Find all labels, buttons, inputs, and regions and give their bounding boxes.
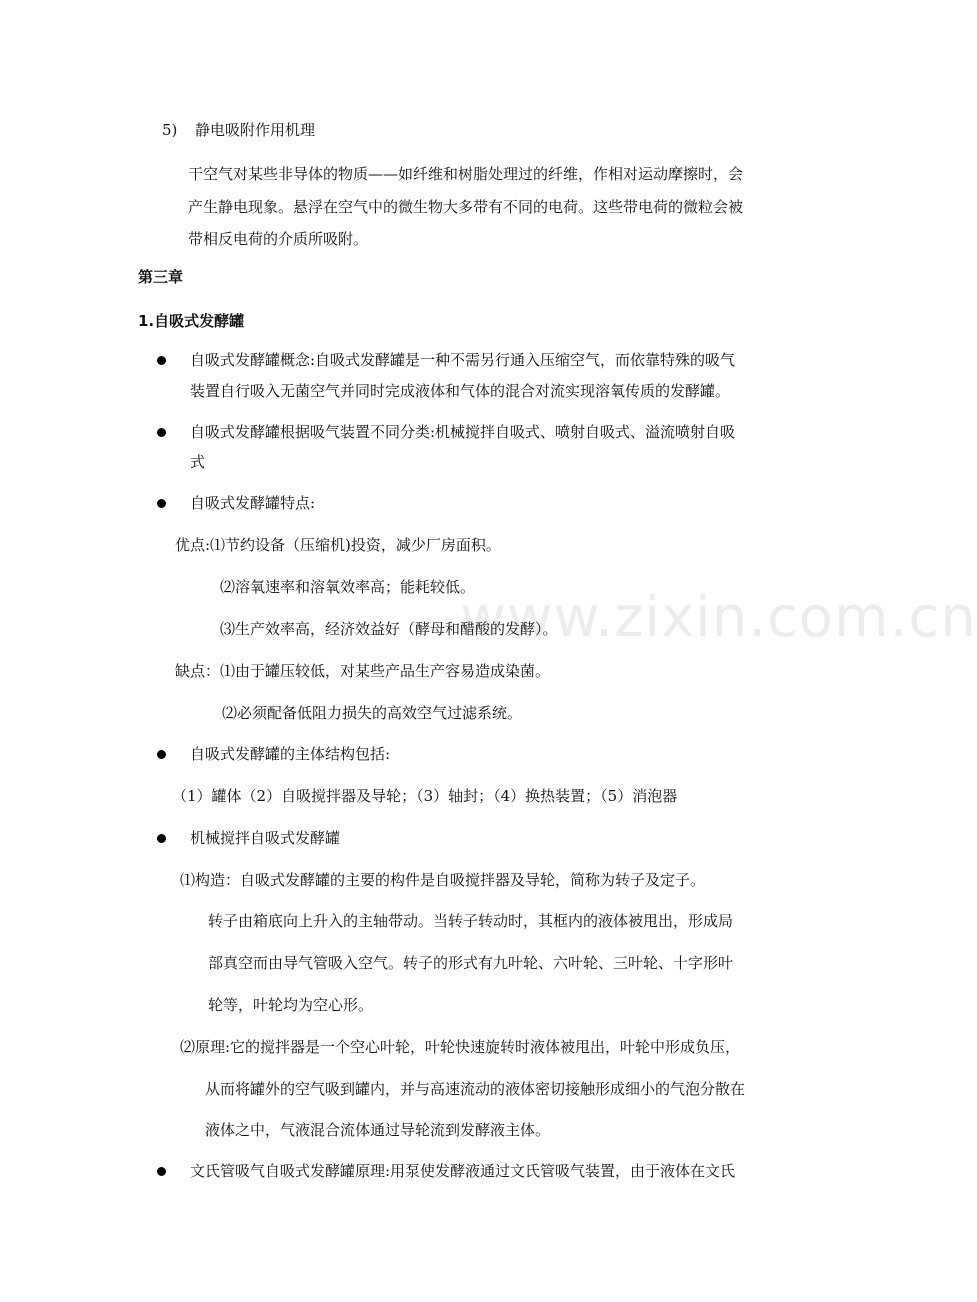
paragraph-line: 产生静电现象。悬浮在空气中的微生物大多带有不同的电荷。这些带电荷的微粒会被 bbox=[188, 198, 744, 216]
bullet-text: 式 bbox=[190, 453, 206, 471]
bullet-text: 自吸式发酵罐概念:自吸式发酵罐是一种不需另行通入压缩空气，而依靠特殊的吸气 bbox=[190, 351, 736, 369]
bullet-text: 文氏管吸气自吸式发酵罐原理:用泵使发酵液通过文氏管吸气装置，由于液体在文氏 bbox=[190, 1162, 736, 1180]
construction-line: 轮等，叶轮均为空心形。 bbox=[208, 996, 374, 1014]
construction-line: 转子由箱底向上升入的主轴带动。当转子转动时，其框内的液体被甩出，形成局 bbox=[208, 912, 734, 930]
structure-list: （1）罐体（2）自吸搅拌器及导轮；（3）轴封；（4）换热装置；（5）消泡器 bbox=[172, 787, 678, 805]
bullet-icon bbox=[157, 428, 166, 437]
bullet-icon bbox=[157, 750, 166, 759]
bullet-text: 装置自行吸入无菌空气并同时完成液体和气体的混合对流实现溶氧传质的发酵罐。 bbox=[190, 382, 731, 400]
advantage-line: ⑵溶氧速率和溶氧效率高；能耗较低。 bbox=[220, 578, 476, 596]
bullet-icon bbox=[157, 499, 166, 508]
watermark: www.zixin.com.cn bbox=[460, 585, 977, 650]
bullet-icon bbox=[157, 356, 166, 365]
bullet-text: 自吸式发酵罐根据吸气装置不同分类:机械搅拌自吸式、喷射自吸式、溢流喷射自吸 bbox=[190, 423, 736, 441]
bullet-text: 机械搅拌自吸式发酵罐 bbox=[190, 829, 341, 847]
bullet-text: 自吸式发酵罐的主体结构包括: bbox=[190, 745, 391, 763]
construction-line: ⑴构造：自吸式发酵罐的主要的构件是自吸搅拌器及导轮，简称为转子及定子。 bbox=[180, 871, 706, 889]
chapter-title: 第三章 bbox=[138, 268, 184, 286]
principle-line: 从而将罐外的空气吸到罐内，并与高速流动的液体密切接触形成细小的气泡分散在 bbox=[205, 1080, 746, 1098]
disadvantage-line: 缺点：⑴由于罐压较低，对某些产品生产容易造成染菌。 bbox=[175, 662, 551, 680]
bullet-icon bbox=[157, 834, 166, 843]
heading: 1.自吸式发酵罐 bbox=[138, 312, 245, 330]
advantage-line: 优点:⑴节约设备（压缩机)投资，减少厂房面积。 bbox=[175, 536, 501, 554]
paragraph-line: 干空气对某些非导体的物质——如纤维和树脂处理过的纤维，作相对运动摩擦时，会 bbox=[188, 165, 744, 183]
advantage-line: ⑶生产效率高，经济效益好（酵母和醋酸的发酵）。 bbox=[220, 620, 558, 638]
section-title: 静电吸附作用机理 bbox=[195, 121, 316, 139]
disadvantage-line: ⑵必须配备低阻力损失的高效空气过滤系统。 bbox=[222, 704, 523, 722]
bullet-text: 自吸式发酵罐特点: bbox=[190, 494, 316, 512]
construction-line: 部真空而由导气管吸入空气。转子的形式有九叶轮、六叶轮、三叶轮、十字形叶 bbox=[208, 954, 734, 972]
principle-line: 液体之中，气液混合流体通过导轮流到发酵液主体。 bbox=[205, 1121, 551, 1139]
bullet-icon bbox=[157, 1167, 166, 1176]
section-number: 5) bbox=[162, 121, 178, 139]
paragraph-line: 带相反电荷的介质所吸附。 bbox=[188, 230, 369, 248]
principle-line: ⑵原理:它的搅拌器是一个空心叶轮，叶轮快速旋转时液体被甩出，叶轮中形成负压， bbox=[180, 1038, 741, 1056]
